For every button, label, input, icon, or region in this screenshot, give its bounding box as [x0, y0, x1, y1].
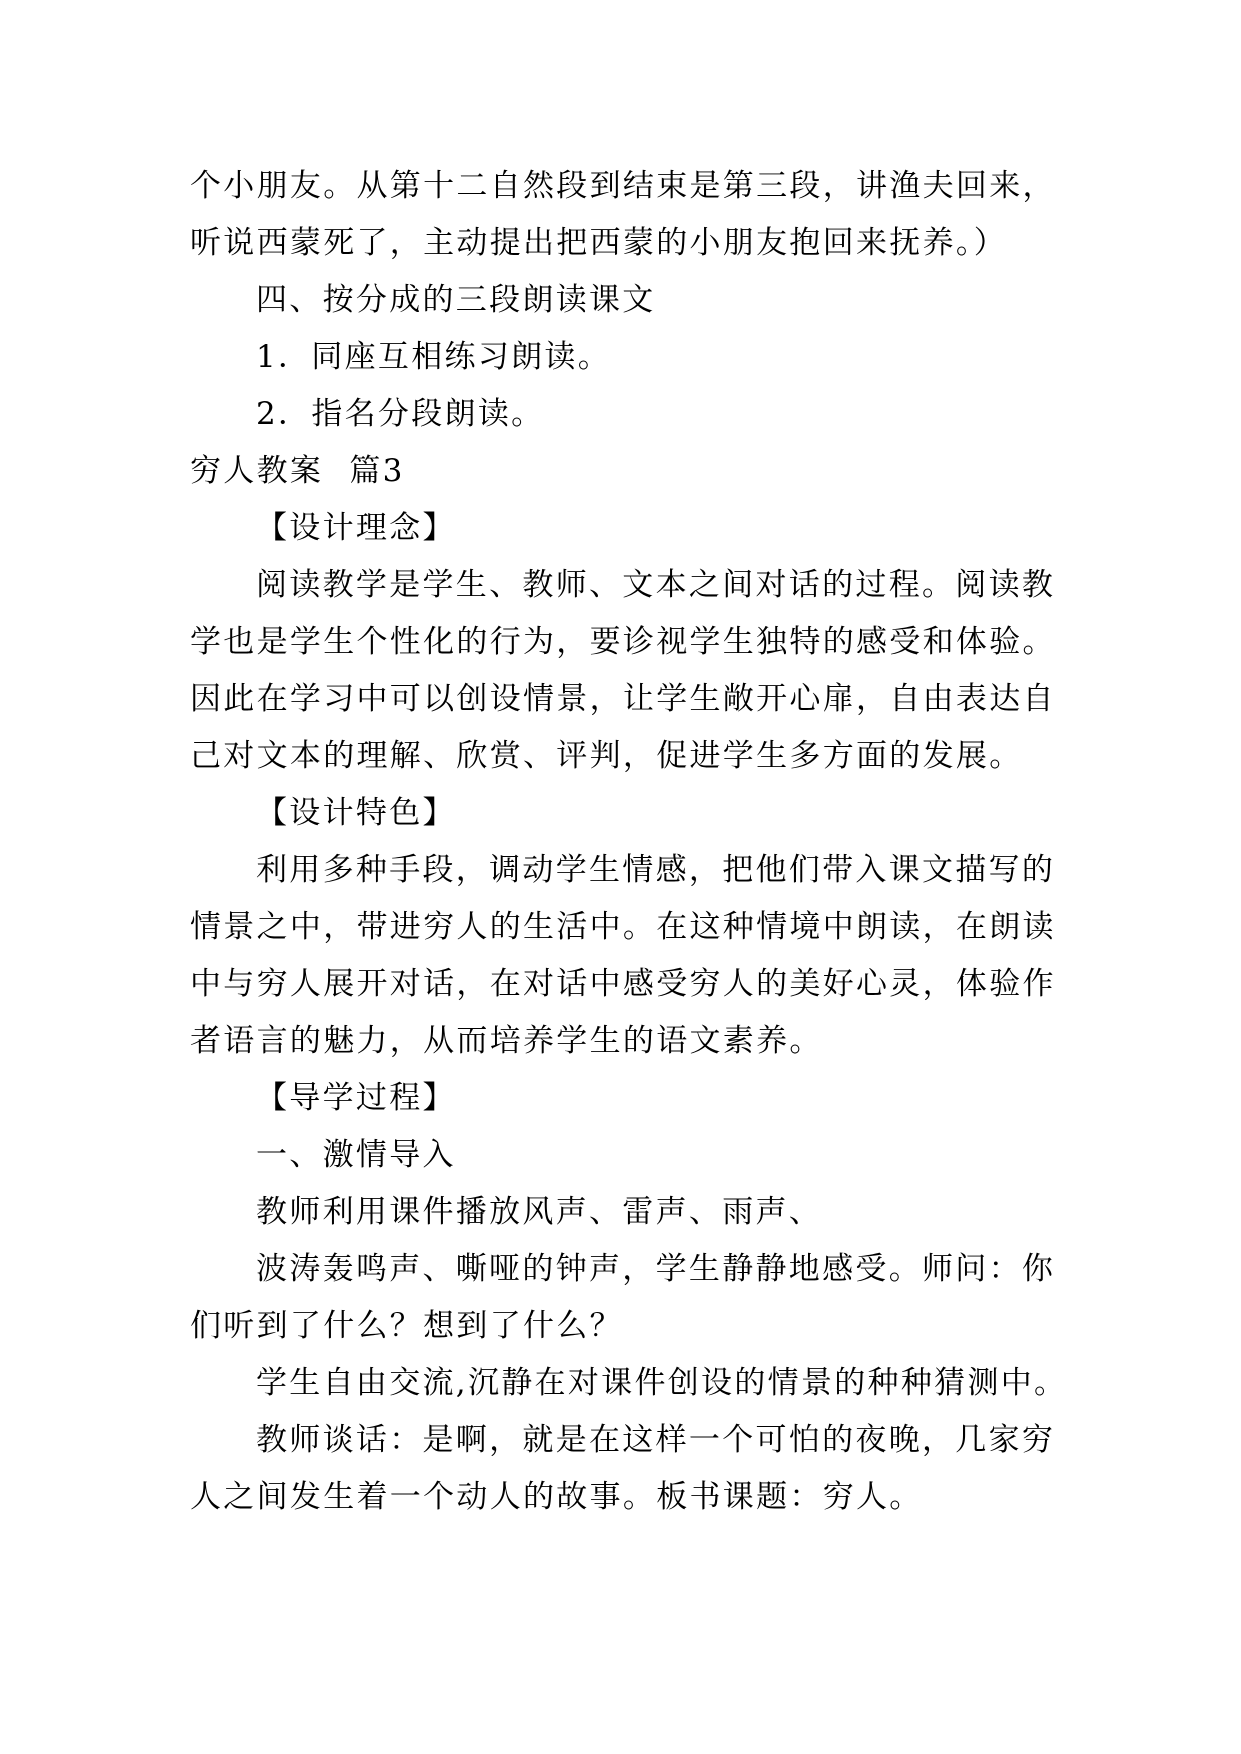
paragraph-line: 中与穷人展开对话，在对话中感受穷人的美好心灵，体验作 — [190, 966, 1056, 1002]
step-item: 1．同座互相练习朗读。 — [256, 339, 612, 375]
step-item: 2．指名分段朗读。 — [256, 396, 545, 432]
paragraph-line: 阅读教学是学生、教师、文本之间对话的过程。阅读教 — [256, 567, 1056, 603]
paragraph-line: 学也是学生个性化的行为，要诊视学生独特的感受和体验。 — [190, 624, 1056, 660]
paragraph-line: 者语言的魅力，从而培养学生的语文素养。 — [190, 1023, 823, 1059]
paragraph-line: 情景之中，带进穷人的生活中。在这种情境中朗读，在朗读 — [190, 909, 1056, 945]
step-heading: 四、按分成的三段朗读课文 — [256, 282, 656, 318]
paragraph-line: 个小朋友。从第十二自然段到结束是第三段，讲渔夫回来， — [190, 168, 1056, 204]
section-heading: 【导学过程】 — [256, 1080, 456, 1116]
section-heading: 【设计理念】 — [256, 510, 456, 546]
design-concept-section — [190, 500, 1090, 785]
paragraph-line: 波涛轰鸣声、嘶哑的钟声，学生静静地感受。师问：你 — [256, 1251, 1056, 1287]
paragraph-line: 己对文本的理解、欣赏、评判，促进学生多方面的发展。 — [190, 738, 1023, 774]
previous-lesson-tail — [190, 158, 1090, 443]
paragraph-line: 利用多种手段，调动学生情感，把他们带入课文描写的 — [256, 852, 1056, 888]
design-features-section — [190, 785, 1090, 1070]
section-heading: 【设计特色】 — [256, 795, 456, 831]
paragraph-line: 教师谈话：是啊，就是在这样一个可怕的夜晚，几家穷 — [256, 1422, 1056, 1458]
paragraph-line: 因此在学习中可以创设情景，让学生敞开心扉，自由表达自 — [190, 681, 1056, 717]
paragraph-line: 学生自由交流,沉静在对课件创设的情景的种种猜测中。 — [256, 1365, 1068, 1401]
paragraph-line: 们听到了什么？想到了什么？ — [190, 1308, 623, 1344]
paragraph-line: 人之间发生着一个动人的故事。板书课题：穷人。 — [190, 1479, 923, 1515]
paragraph-line: 教师利用课件播放风声、雷声、雨声、 — [256, 1194, 823, 1230]
section-title: 穷人教案 篇3 — [190, 453, 405, 489]
paragraph-line: 听说西蒙死了，主动提出把西蒙的小朋友抱回来抚养。） — [190, 225, 1007, 261]
document-body — [190, 158, 1090, 1526]
guided-process-section — [190, 1070, 1090, 1526]
step-heading: 一、激情导入 — [256, 1137, 456, 1173]
